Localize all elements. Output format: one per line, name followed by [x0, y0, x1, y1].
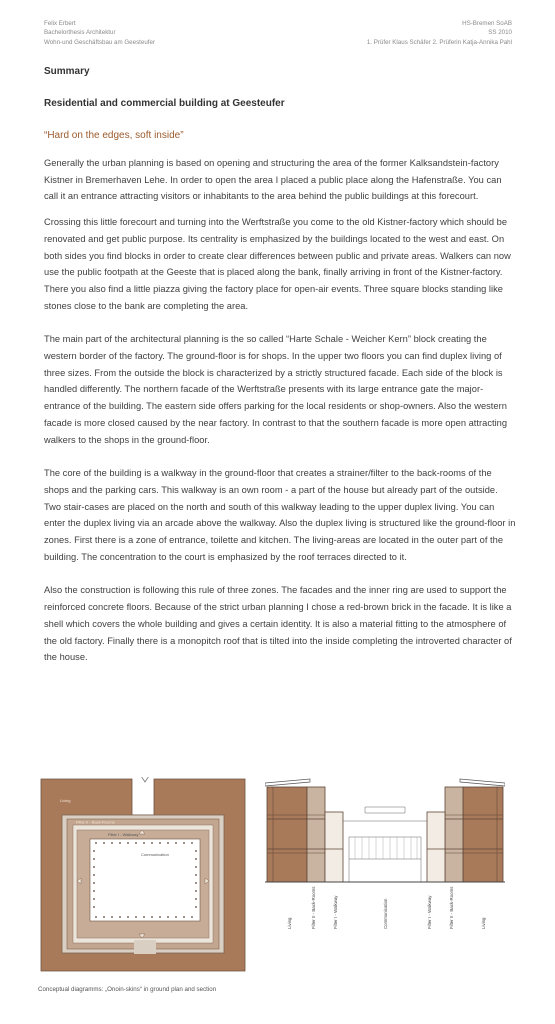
- column-dot: [93, 874, 95, 876]
- column-dot: [93, 898, 95, 900]
- section-diagram: [265, 777, 505, 937]
- column-dot: [195, 850, 197, 852]
- column-dot: [151, 916, 153, 918]
- communication-court: [343, 807, 427, 882]
- column-dot: [167, 842, 169, 844]
- column-dot: [119, 916, 121, 918]
- page-title: Residential and commercial building at Geesteufer: [44, 98, 285, 109]
- column-dot: [175, 842, 177, 844]
- column-dot: [103, 916, 105, 918]
- column-dot: [143, 916, 145, 918]
- header-left: [44, 19, 155, 47]
- column-dot: [93, 858, 95, 860]
- school-name: HS-Bremen SoAB: [462, 20, 512, 27]
- paragraph-urban-planning: Generally the urban planning is based on opening and structuring the area of the former Kalksandstein-factory Kistner in Bremerhaven Lehe. In order to open the area I placed a public place along the Hafenstraße. You can call it an entrance attracting visitors or inhabitants to the area behind the public buildings at this forecourt.: [44, 158, 502, 202]
- semester: SS 2010: [488, 29, 512, 37]
- main-content: [44, 66, 516, 666]
- column-dot: [191, 842, 193, 844]
- column-dot: [151, 842, 153, 844]
- column-dot: [195, 898, 197, 900]
- column-dot: [127, 916, 129, 918]
- column-dot: [93, 882, 95, 884]
- section-label-filter1-right: Filter I - Walkway: [427, 895, 432, 929]
- column-dot: [191, 916, 193, 918]
- column-dot: [183, 916, 185, 918]
- column-dot: [93, 866, 95, 868]
- column-dot: [119, 842, 121, 844]
- paragraph-architecture: The main part of the architectural planning is the so called “Harte Schale - Weicher Kern” block creating the western border of the factory. The ground-floor is for shops. In the upper two floors you can find duplex living of three sizes. From the outside the block is characterized by a strictly structured facade. Each side of the block is handled differently. The northern facade of the Werftstraße presents with its large entrance gate the major-entrance of the building. The eastern side offers parking for the local residents or shop-owners. Also the western facade is more closed caused by the near factory. In contrast to that the southern facade is more open attracting walkers to the shops in the ground-floor.: [44, 334, 508, 445]
- column-dot: [93, 890, 95, 892]
- left-block: [267, 787, 343, 882]
- column-dot: [127, 842, 129, 844]
- section-label-communication: Communication: [383, 898, 388, 929]
- column-dot: [195, 874, 197, 876]
- right-block: [427, 787, 503, 882]
- section-label-filter2-right: Filter II - Back-Rooms: [449, 886, 454, 929]
- column-dot: [183, 842, 185, 844]
- column-dot: [103, 842, 105, 844]
- paragraph-construction: Also the construction is following this rule of three zones. The facades and the inner ring are used to support the reinforced concrete floors. Because of the strict urban planning I chose a red-brown brick in the facade. It is like a shell which covers the whole building and gives a certain identity. It is also a material fitting to the atmosphere of the old factory. Finally there is a monopitch roof that is tilted into the inside completing the introverted character of the house.: [44, 585, 512, 663]
- column-dot: [93, 850, 95, 852]
- section-label-living-right: Living: [481, 917, 486, 929]
- ground-plan-diagram: [40, 777, 246, 973]
- section-label-filter1-left: Filter I - Walkway: [333, 895, 338, 929]
- column-dot: [95, 916, 97, 918]
- column-dot: [93, 906, 95, 908]
- column-dot: [111, 842, 113, 844]
- column-dot: [159, 842, 161, 844]
- author-name: Felix Erbert: [44, 20, 76, 27]
- plan-label-communication: Communication: [141, 852, 169, 857]
- column-dot: [143, 842, 145, 844]
- paragraph-forecourt: Crossing this little forecourt and turning into the Werftstraße you come to the old Kistner-factory which should be renovated and get public purpose. Its centrality is emphasized by the buildings located to the west and east. On both sides you find blocks in order to create clear differences between public and private areas. Walkers can now use the public footpath at the Geeste that is placed along the bank, finally arriving in front of the Kistner-factory. There you also find a little piazza giving the factory place for open-air events. Three square blocks standing like stones close to the bank are completing the area.: [44, 217, 511, 311]
- section-heading: Summary: [44, 66, 90, 77]
- column-dot: [167, 916, 169, 918]
- plan-label-filter1: Filter I - Walkway: [108, 832, 139, 837]
- section-label-living-left: Living: [287, 917, 292, 929]
- column-dot: [95, 842, 97, 844]
- examiners: 1. Prüfer Klaus Schäfer 2. Prüferin Katja-Annika Pahl: [366, 38, 512, 46]
- figure-caption: Conceptual diagramms: „Onoin-skins“ in ground plan and section: [38, 986, 217, 993]
- column-dot: [135, 916, 137, 918]
- motto-quote: “Hard on the edges, soft inside”: [44, 130, 184, 141]
- plan-label-living: Living: [60, 798, 71, 803]
- plan-label-filter2: Filter II - Back-Rooms: [76, 819, 115, 825]
- section-label-filter2-left: Filter II - Back-Rooms: [311, 886, 316, 929]
- column-dot: [175, 916, 177, 918]
- north-arrow-icon: [141, 777, 149, 782]
- column-dot: [111, 916, 113, 918]
- thesis-type: Bachelorthesis Architektur: [44, 29, 116, 37]
- column-dot: [159, 916, 161, 918]
- column-dot: [195, 858, 197, 860]
- column-dot: [195, 890, 197, 892]
- header-right: [367, 19, 512, 47]
- column-dot: [135, 842, 137, 844]
- column-dot: [195, 866, 197, 868]
- paragraph-core: The core of the building is a walkway in the ground-floor that creates a strainer/filter to the back-rooms of the shops and the parking cars. This walkway is an own room - a part of the house but already part of the outside. Two stair-cases are placed on the north and south of this walkway leading to the upper duplex living. You can enter the duplex living via an arcade above the walkway. Also the duplex living is structured like the ground-floor in zones. First there is a zone of entrance, toilette and kitchen. The living-areas are located in the outer part of the building. The concentration to the court is emphasized by the roof terraces directed to it.: [44, 468, 516, 562]
- project-name: Wohn-und Geschäftsbau am Geesteufer: [44, 38, 155, 46]
- column-dot: [195, 906, 197, 908]
- column-dot: [195, 882, 197, 884]
